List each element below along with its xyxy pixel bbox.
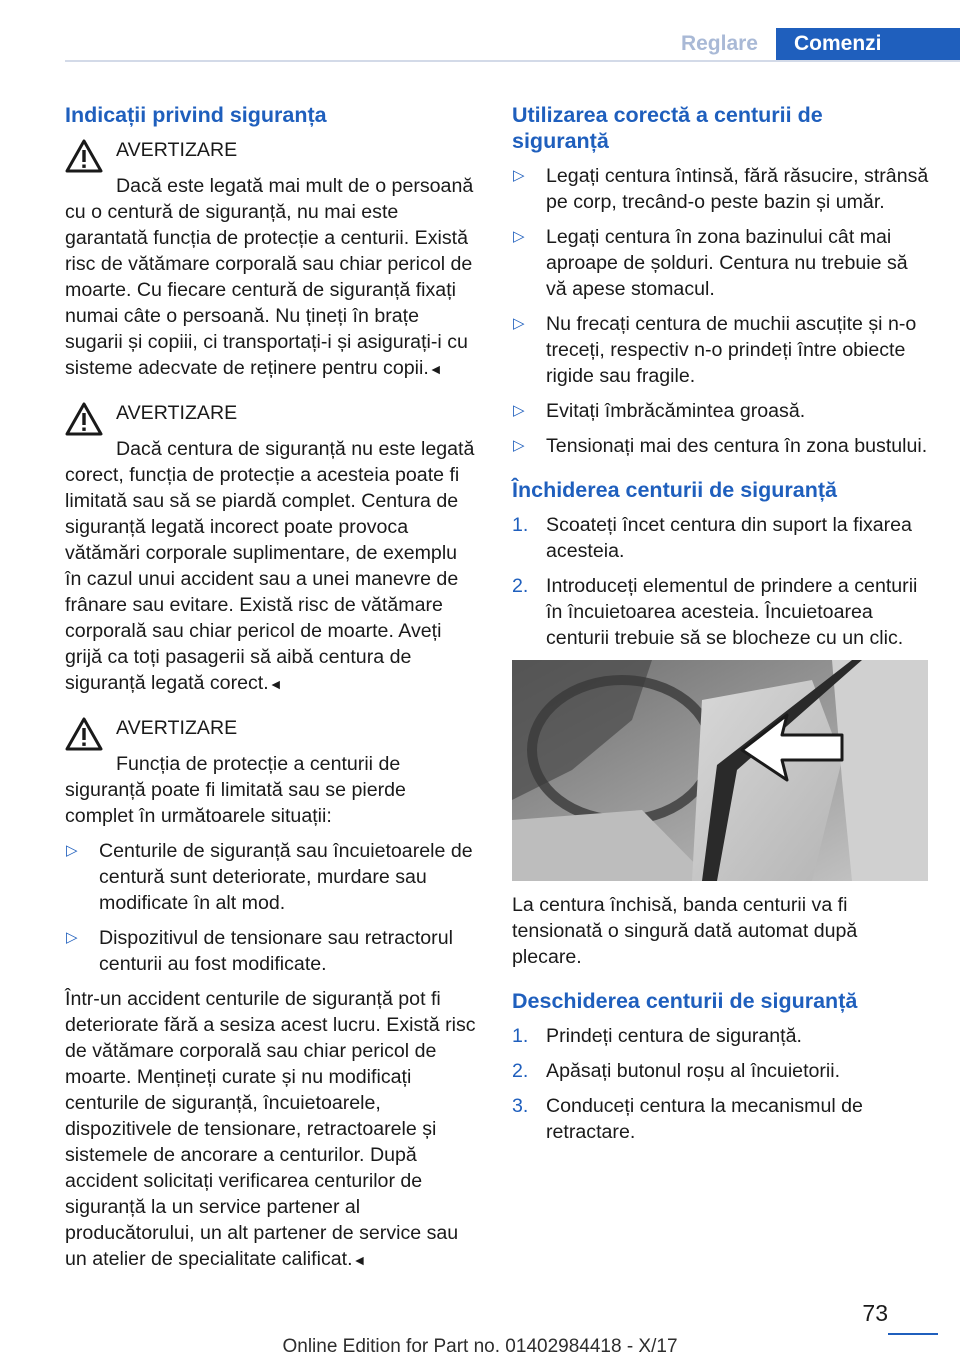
list-item bbox=[512, 1093, 930, 1145]
section-heading-fastening: Închiderea centurii de siguranță bbox=[512, 478, 837, 502]
warning-title: AVERTIZARE bbox=[116, 717, 238, 739]
list-item bbox=[512, 224, 930, 302]
warning-icon bbox=[65, 717, 103, 751]
step-text: Conduceți centura la mecanismul de retractare. bbox=[546, 1095, 863, 1143]
warning-text-content: Dacă centura de siguranță nu este legată corect, funcția de protecție a acesteia poate fi limitată sau să se piardă complet. Centura de siguranță legată incorect poate provoca vătămări corporale suplimentare, de exemplu în cazul unui accident sau a unei manevre de frânare sau evitare. Există risc de vătămare corporală sau chiar pericol de moarte. Aveți grijă ca toți pasagerii să aibă centura de siguranță legată corect. bbox=[65, 438, 475, 694]
warning-text-content: Dacă este legată mai mult de o persoană cu o centură de siguranță, nu mai este garantată funcția de protecție a centurii. Există risc de vătămare corporală sau chiar pericol de moarte. Cu fiecare centură de siguranță fixați numai câte o persoană. Nu țineți în brațe sugarii și copiii, ci transportați-i și asigurați-i cu sisteme adecvate de reținere pentru copii. bbox=[65, 175, 474, 379]
section-heading-safety: Indicații privind siguranța bbox=[65, 103, 327, 127]
header-tabs bbox=[663, 28, 960, 60]
warning-bullet-list bbox=[65, 838, 477, 977]
list-item-text: Nu frecați centura de muchii ascuțite și n-o treceți, respectiv n-o prindeți între obiecte rigide sau fragile. bbox=[546, 313, 917, 387]
warning-block-3 bbox=[65, 715, 477, 829]
list-item bbox=[512, 512, 930, 564]
warning-title: AVERTIZARE bbox=[116, 402, 238, 424]
right-column bbox=[512, 102, 930, 1154]
section-heading-unfastening: Deschiderea centurii de siguranță bbox=[512, 989, 858, 1013]
triangle-bullet-icon: ▷ bbox=[513, 402, 525, 419]
footer-divider bbox=[888, 1333, 938, 1335]
tab-comenzi[interactable]: Comenzi bbox=[776, 28, 960, 60]
triangle-bullet-icon: ▷ bbox=[513, 228, 525, 245]
fastening-steps bbox=[512, 512, 930, 651]
fastening-caption: La centura închisă, banda centurii va fi tensionată o singură dată automat după plecare. bbox=[512, 894, 858, 968]
end-mark: ◄ bbox=[352, 1252, 367, 1268]
list-item bbox=[512, 398, 930, 424]
list-item bbox=[512, 311, 930, 389]
step-text: Scoateți încet centura din suport la fixarea acesteia. bbox=[546, 514, 912, 562]
list-item-text: Dispozitivul de tensionare sau retractorul centurii au fost modificate. bbox=[99, 927, 453, 975]
step-number: 2. bbox=[512, 575, 529, 597]
step-number: 1. bbox=[512, 1025, 529, 1047]
closing-text: Într-un accident centurile de siguranță pot fi deteriorate fără a sesiza acest lucru. Există risc de vătămare corporală sau chiar pericol de moarte. Mențineți curate și nu modificați centurile de siguranță, încuietoarele, dispozitivele de tensionare, retractoarele și sistemele de ancorare a centurilor. După accident solicitați verificarea centurilor de siguranță la un service partener al producătorului, un alt partener de service sau un atelier de specialitate calificat. bbox=[65, 988, 476, 1270]
closing-paragraph bbox=[65, 986, 477, 1273]
warning-block-1 bbox=[65, 137, 477, 382]
tab-reglare[interactable]: Reglare bbox=[663, 28, 776, 60]
section-heading-usage: Utilizarea corectă a centurii de siguranță bbox=[512, 103, 823, 153]
triangle-bullet-icon: ▷ bbox=[66, 929, 78, 946]
step-number: 1. bbox=[512, 514, 529, 536]
list-item-text: Legați centura în zona bazinului cât mai aproape de șolduri. Centura nu trebuie să vă apese stomacul. bbox=[546, 226, 908, 300]
list-item bbox=[65, 838, 477, 916]
list-item-text: Centurile de siguranță sau încuietoarele de centură sunt deteriorate, murdare sau modificate în alt mod. bbox=[99, 840, 473, 914]
step-text: Prindeți centura de siguranță. bbox=[546, 1025, 802, 1047]
footer-edition-text: Online Edition for Part no. 01402984418 - X/17 bbox=[282, 1336, 678, 1357]
step-number: 2. bbox=[512, 1060, 529, 1082]
list-item bbox=[512, 573, 930, 651]
usage-bullet-list bbox=[512, 163, 930, 459]
step-text: Introduceți elementul de prindere a centurii în încuietoarea acesteia. Încuietoarea centurii trebuie să se blocheze cu un clic. bbox=[546, 575, 918, 649]
list-item bbox=[512, 1058, 930, 1084]
list-item-text: Tensionați mai des centura în zona bustului. bbox=[546, 435, 928, 457]
triangle-bullet-icon: ▷ bbox=[66, 842, 78, 859]
left-column bbox=[65, 102, 477, 1273]
unfastening-steps bbox=[512, 1023, 930, 1145]
warning-title: AVERTIZARE bbox=[116, 139, 238, 161]
list-item-text: Legați centura întinsă, fără răsucire, strânsă pe corp, trecând-o peste bazin și umăr. bbox=[546, 165, 929, 213]
seatbelt-photo bbox=[512, 660, 928, 881]
warning-icon bbox=[65, 402, 103, 436]
warning-icon bbox=[65, 139, 103, 173]
triangle-bullet-icon: ▷ bbox=[513, 167, 525, 184]
step-number: 3. bbox=[512, 1095, 529, 1117]
warning-text bbox=[65, 410, 477, 697]
triangle-bullet-icon: ▷ bbox=[513, 315, 525, 332]
step-text: Apăsați butonul roșu al încuietorii. bbox=[546, 1060, 841, 1082]
list-item-text: Evitați îmbrăcămintea groasă. bbox=[546, 400, 806, 422]
warning-text-content: Funcția de protecție a centurii de siguranță poate fi limitată sau se pierde complet în următoarele situații: bbox=[65, 753, 406, 827]
triangle-bullet-icon: ▷ bbox=[513, 437, 525, 454]
list-item bbox=[512, 433, 930, 459]
header-divider bbox=[65, 60, 960, 62]
end-mark: ◄ bbox=[428, 361, 443, 377]
list-item bbox=[65, 925, 477, 977]
list-item bbox=[512, 1023, 930, 1049]
warning-block-2 bbox=[65, 400, 477, 697]
end-mark: ◄ bbox=[268, 676, 283, 692]
page-number: 73 bbox=[862, 1300, 888, 1326]
warning-text bbox=[65, 147, 477, 382]
list-item bbox=[512, 163, 930, 215]
